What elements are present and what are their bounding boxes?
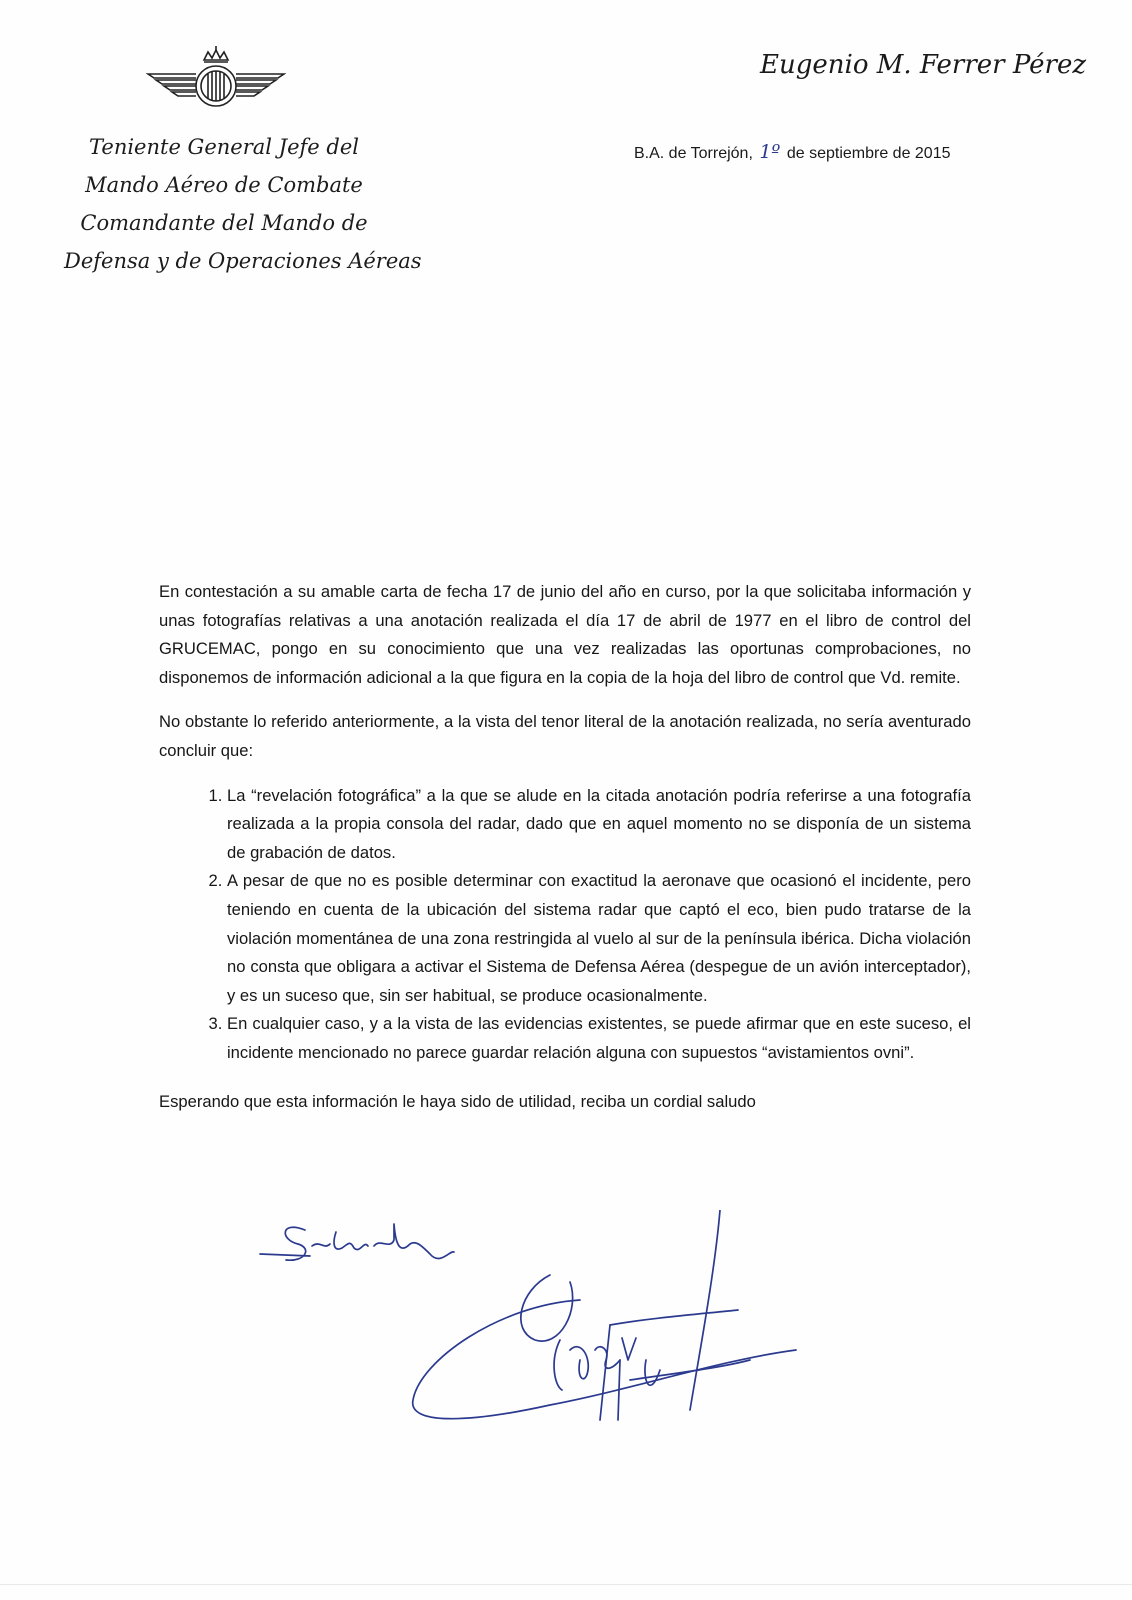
sender-title-block <box>64 128 422 280</box>
date-suffix: de septiembre de 2015 <box>786 145 951 162</box>
list-item: 2. A pesar de que no es posible determinar con exactitud la aeronave que ocasionó el incidente, pero teniendo en cuenta de la ubicación del sistema radar que captó el eco, bien pudo tratarse de la violación momentánea de una zona restringida al vuelo al sur de la península ibérica. Dicha violación no consta que obligara a activar el Sistema de Defensa Aérea (despegue de un avión interceptador), y es un suceso que, sin ser habitual, se produce ocasionalmente. <box>227 867 971 1010</box>
paragraph: En contestación a su amable carta de fecha 17 de junio del año en curso, por la que solicitaba información y unas fotografías relativas a una anotación realizada el día 17 de abril de 1977 en el libro de control del GRUCEMAC, pongo en su conocimiento que una vez realizadas las oportunas comprobaciones, no disponemos de información adicional a la que figura en la copia de la hoja del libro de control que Vd. remite. <box>159 582 971 687</box>
title-line: Comandante del Mando de <box>80 211 368 235</box>
list-item: 3. En cualquier caso, y a la vista de las evidencias existentes, se puede afirmar que en este suceso, el incidente mencionado no parece guardar relación alguna con supuestos “avistamientos ovni”. <box>227 1010 971 1067</box>
numbered-list <box>159 782 971 1068</box>
title-line: Mando Aéreo de Combate <box>85 173 363 197</box>
page-edge-line <box>0 1584 1132 1585</box>
sender-name: Eugenio M. Ferrer Pérez <box>760 50 1087 80</box>
closing-line: Esperando que esta información le haya sido de utilidad, reciba un cordial saludo <box>159 1091 756 1111</box>
letter-body <box>159 578 971 1132</box>
place-prefix: B.A. de Torrejón, <box>634 145 753 162</box>
title-line: Defensa y de Operaciones Aéreas <box>64 249 422 273</box>
title-line: Teniente General Jefe del <box>89 135 359 159</box>
air-force-emblem <box>146 46 286 116</box>
handwritten-signature <box>250 1210 850 1440</box>
place-date <box>634 141 951 163</box>
list-item: 1. La “revelación fotográfica” a la que se alude en la citada anotación podría referirse a una fotografía realizada a la propia consola del radar, dado que en aquel momento no se disponía de un sistema de grabación de datos. <box>227 782 971 868</box>
paragraph: No obstante lo referido anteriormente, a la vista del tenor literal de la anotación realizada, no sería aventurado concluir que: <box>159 712 971 760</box>
handwritten-day: 1º <box>759 141 781 163</box>
